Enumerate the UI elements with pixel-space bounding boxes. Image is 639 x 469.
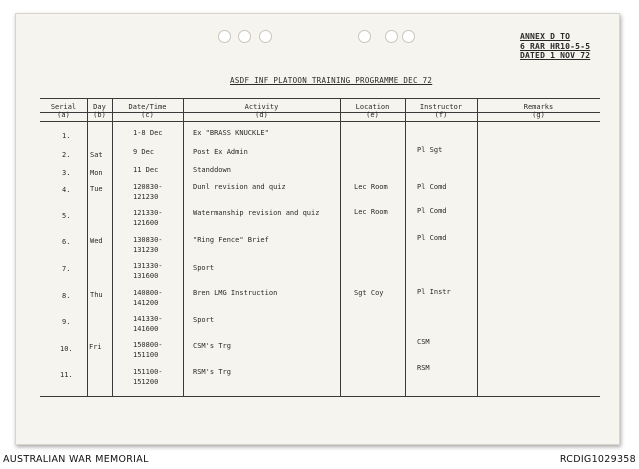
serial-cell: 5. xyxy=(62,212,71,220)
column-divider xyxy=(340,98,341,396)
activity-cell: RSM's Trg xyxy=(193,368,231,376)
day-cell: Mon xyxy=(90,169,103,177)
date-cell: 151100- xyxy=(133,368,163,376)
annex-line-1: ANNEX D TO xyxy=(520,32,571,41)
column-header-instructor: Instructor (f) xyxy=(419,103,463,119)
activity-cell: Sport xyxy=(193,264,215,272)
serial-cell: 7. xyxy=(62,265,71,273)
column-header-activity: Activity (d) xyxy=(244,103,279,119)
date-cell: 131600 xyxy=(133,272,159,280)
date-cell: 150800- xyxy=(133,341,163,349)
date-cell: 121330- xyxy=(133,209,163,217)
date-cell: 151100 xyxy=(133,351,159,359)
activity-cell: CSM's Trg xyxy=(193,342,231,350)
instructor-cell: Pl Instr xyxy=(417,288,451,296)
column-header-day: Day (b) xyxy=(93,103,106,119)
date-cell: 1-8 Dec xyxy=(133,129,163,137)
binder-hole xyxy=(259,30,272,43)
date-cell: 120830- xyxy=(133,183,163,191)
table-bottom-rule xyxy=(40,396,600,397)
column-header-date-time: Date/Time (c) xyxy=(128,103,167,119)
location-cell: Lec Room xyxy=(354,208,388,216)
date-cell: 151200 xyxy=(133,378,159,386)
day-cell: Tue xyxy=(90,185,103,193)
serial-cell: 10. xyxy=(60,345,73,353)
serial-cell: 6. xyxy=(62,238,71,246)
serial-cell: 11. xyxy=(60,371,73,379)
day-cell: Fri xyxy=(89,343,102,351)
date-cell: 140800- xyxy=(133,289,163,297)
binder-hole xyxy=(358,30,371,43)
serial-cell: 3. xyxy=(62,169,71,177)
column-divider xyxy=(87,98,88,396)
date-cell: 141200 xyxy=(133,299,159,307)
instructor-cell: RSM xyxy=(417,364,430,372)
date-cell: 141330- xyxy=(133,315,163,323)
activity-cell: Bren LMG Instruction xyxy=(193,289,278,297)
column-divider xyxy=(477,98,478,396)
activity-cell: Sport xyxy=(193,316,215,324)
day-cell: Thu xyxy=(90,291,103,299)
activity-cell: Post Ex Admin xyxy=(193,148,248,156)
serial-cell: 2. xyxy=(62,151,71,159)
date-cell: 121600 xyxy=(133,219,159,227)
instructor-cell: Pl Comd xyxy=(417,207,447,215)
instructor-cell: Pl Comd xyxy=(417,234,447,242)
column-divider xyxy=(112,98,113,396)
column-header-serial: Serial (a) xyxy=(50,103,77,119)
table-header-rule xyxy=(40,121,600,122)
date-cell: 11 Dec xyxy=(133,166,159,174)
activity-cell: Standdown xyxy=(193,166,231,174)
date-cell: 130830- xyxy=(133,236,163,244)
location-cell: Sgt Coy xyxy=(354,289,384,297)
page-title: ASDF INF PLATOON TRAINING PROGRAMME DEC 72 xyxy=(230,76,433,85)
table-top-rule xyxy=(40,98,600,99)
binder-hole xyxy=(218,30,231,43)
instructor-cell: Pl Comd xyxy=(417,183,447,191)
date-cell: 141600 xyxy=(133,325,159,333)
annex-reference xyxy=(520,32,590,61)
date-cell: 121230 xyxy=(133,193,159,201)
serial-cell: 8. xyxy=(62,292,71,300)
instructor-cell: Pl Sgt xyxy=(417,146,443,154)
binder-hole xyxy=(385,30,398,43)
column-divider xyxy=(405,98,406,396)
activity-cell: "Ring Fence" Brief xyxy=(193,236,269,244)
binder-hole xyxy=(402,30,415,43)
activity-cell: Ex "BRASS KNUCKLE" xyxy=(193,129,269,137)
date-cell: 9 Dec xyxy=(133,148,155,156)
annex-line-3: DATED 1 NOV 72 xyxy=(520,51,591,60)
annex-line-2: 6 RAR HR10-5-5 xyxy=(520,41,591,51)
day-cell: Sat xyxy=(90,151,103,159)
date-cell: 131230 xyxy=(133,246,159,254)
column-header-location: Location (e) xyxy=(355,103,390,119)
column-header-remarks: Remarks (g) xyxy=(523,103,554,119)
footer-source-label: AUSTRALIAN WAR MEMORIAL xyxy=(3,454,149,465)
serial-cell: 9. xyxy=(62,318,71,326)
column-divider xyxy=(183,98,184,396)
serial-cell: 1. xyxy=(62,132,71,140)
activity-cell: Watermanship revision and quiz xyxy=(193,209,320,217)
activity-cell: Dunl revision and quiz xyxy=(193,183,286,191)
footer-record-id: RCDIG1029358 xyxy=(559,454,636,465)
binder-hole xyxy=(238,30,251,43)
location-cell: Lec Room xyxy=(354,183,388,191)
serial-cell: 4. xyxy=(62,186,71,194)
day-cell: Wed xyxy=(90,237,103,245)
instructor-cell: CSM xyxy=(417,338,430,346)
date-cell: 131330- xyxy=(133,262,163,270)
